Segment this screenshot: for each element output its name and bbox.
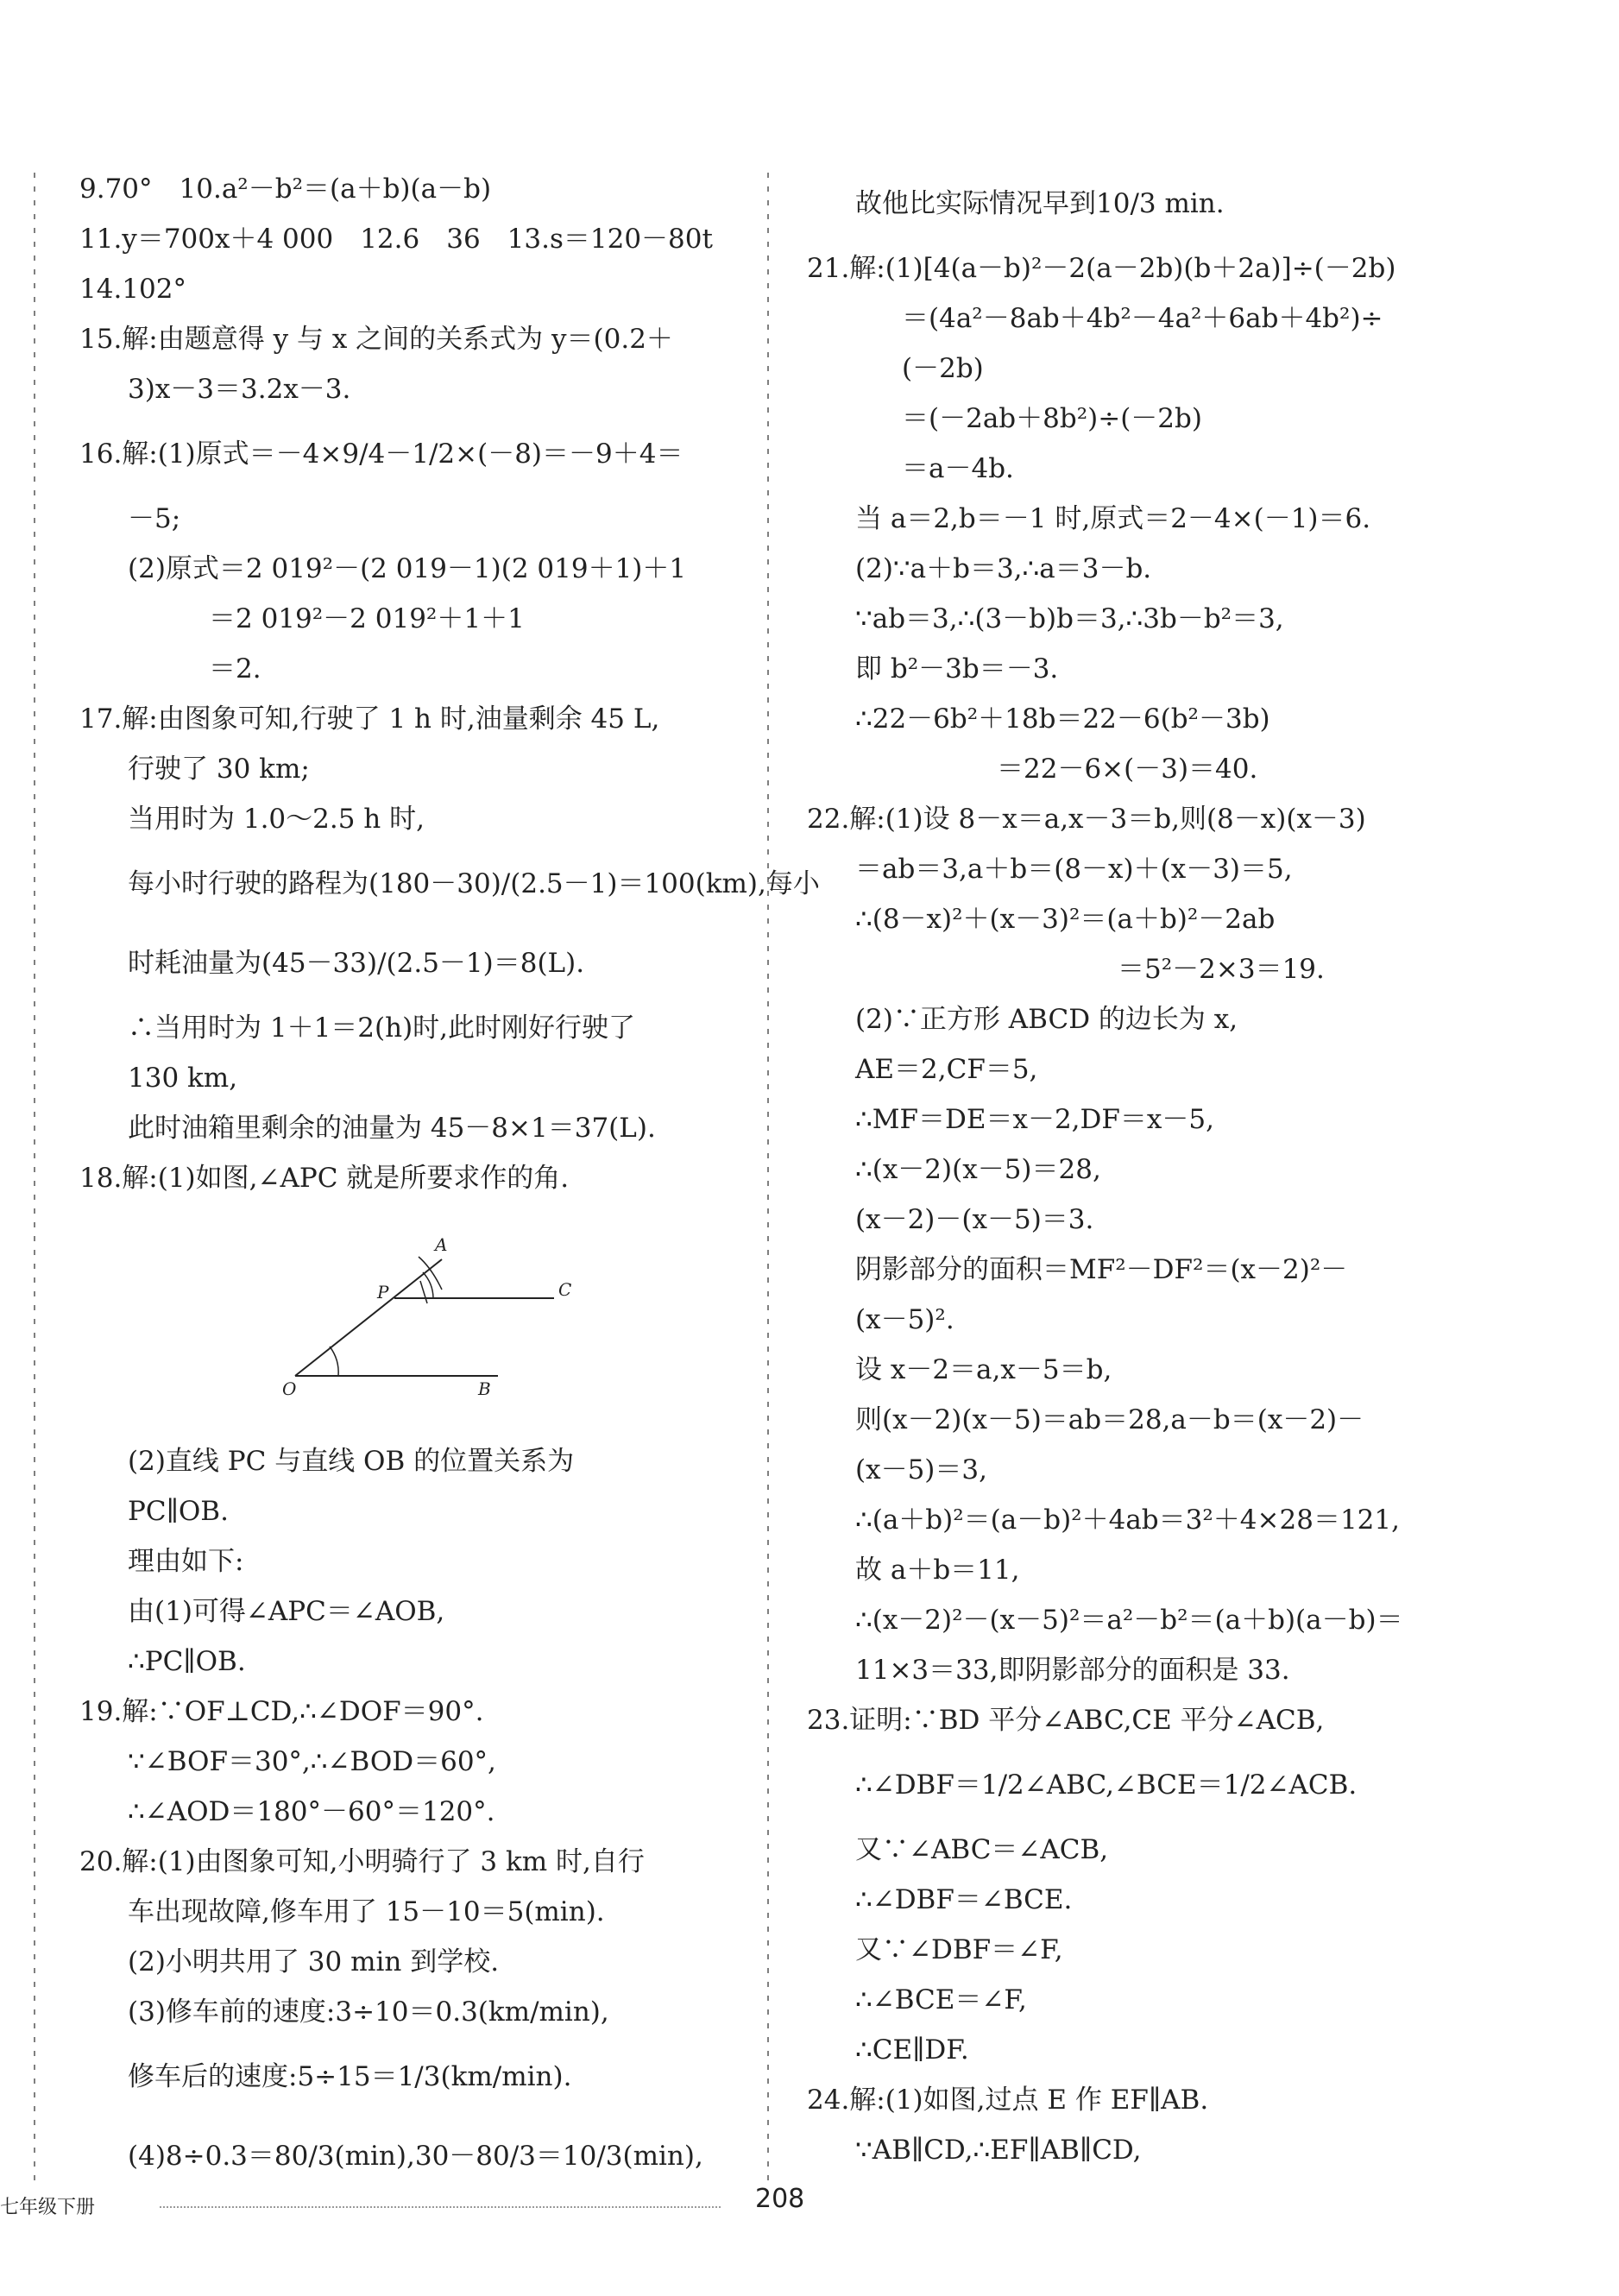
answer-line: PC∥OB. xyxy=(128,1496,229,1527)
answer-line: 18.解:(1)如图,∠APC 就是所要求作的角. xyxy=(79,1163,570,1194)
answer-line: (4)8÷0.3＝80/3(min),30－80/3＝10/3(min), xyxy=(128,2141,703,2172)
geometry-figure xyxy=(79,1203,735,1436)
answer-line: 每小时行驶的路程为(180－30)/(2.5－1)＝100(km),每小 xyxy=(128,868,820,899)
label-a: A xyxy=(435,1234,448,1255)
answer-line: 车出现故障,修车用了 15－10＝5(min). xyxy=(128,1896,605,1927)
answer-line: ＝2 019²－2 019²＋1＋1 xyxy=(209,603,525,634)
answer-line: 130 km, xyxy=(128,1063,238,1094)
answer-line: (2)∵正方形 ABCD 的边长为 x, xyxy=(855,1004,1238,1035)
answer-line: (2)直线 PC 与直线 OB 的位置关系为 xyxy=(128,1446,575,1477)
answer-line: 修车后的速度:5÷15＝1/3(km/min). xyxy=(128,2061,572,2092)
label-c: C xyxy=(558,1279,572,1300)
answer-line: 3)x－3＝3.2x－3. xyxy=(128,374,351,405)
answer-line: 又∵∠ABC＝∠ACB, xyxy=(855,1834,1109,1865)
answer-line: 又∵∠DBF＝∠F, xyxy=(855,1934,1063,1965)
book-label: 七年级下册 xyxy=(0,2197,96,2218)
answer-line: (x－5)². xyxy=(855,1304,954,1335)
answer-line: 阴影部分的面积＝MF²－DF²＝(x－2)²－ xyxy=(855,1254,1348,1285)
answer-line: 当 a＝2,b＝－1 时,原式＝2－4×(－1)＝6. xyxy=(855,503,1371,534)
answer-line: (－2b) xyxy=(902,353,984,384)
answer-line: ∴22－6b²＋18b＝22－6(b²－3b) xyxy=(855,703,1270,735)
answer-line: 11.y＝700x＋4 000 12.6 36 13.s＝120－80t xyxy=(79,224,713,255)
answer-line: 则(x－2)(x－5)＝ab＝28,a－b＝(x－2)－ xyxy=(855,1404,1364,1435)
page-number: 208 xyxy=(755,2184,805,2214)
answer-line: 由(1)可得∠APC＝∠AOB, xyxy=(128,1596,445,1627)
answer-line: (2)原式＝2 019²－(2 019－1)(2 019＋1)＋1 xyxy=(128,553,687,584)
answer-line: －5; xyxy=(128,503,181,534)
answer-line: ＝(4a²－8ab＋4b²－4a²＋6ab＋4b²)÷ xyxy=(902,303,1383,334)
answer-line: (3)修车前的速度:3÷10＝0.3(km/min), xyxy=(128,1996,609,2028)
answer-line: 16.解:(1)原式＝－4×9/4－1/2×(－8)＝－9＋4＝ xyxy=(79,438,684,470)
label-o: O xyxy=(282,1378,297,1399)
answer-line: ∴CE∥DF. xyxy=(855,2034,969,2066)
answer-line: 故他比实际情况早到10/3 min. xyxy=(855,188,1225,219)
answer-line: ∴∠BCE＝∠F, xyxy=(855,1984,1027,2015)
right-column xyxy=(807,164,1480,2175)
answer-line: ∵∠BOF＝30°,∴∠BOD＝60°, xyxy=(128,1746,496,1777)
answer-line: 23.证明:∵BD 平分∠ABC,CE 平分∠ACB, xyxy=(807,1705,1325,1736)
answer-line: 24.解:(1)如图,过点 E 作 EF∥AB. xyxy=(807,2085,1209,2116)
answer-line: ＝2. xyxy=(209,653,261,684)
answer-line: 故 a＋b＝11, xyxy=(855,1555,1020,1586)
construction-arc xyxy=(330,1347,338,1376)
ray-oa xyxy=(295,1259,442,1376)
answer-line: (x－2)－(x－5)＝3. xyxy=(855,1204,1094,1235)
answer-line: 设 x－2＝a,x－5＝b, xyxy=(855,1354,1112,1385)
answer-line: ∴(a＋b)²＝(a－b)²＋4ab＝3²＋4×28＝121, xyxy=(855,1504,1400,1536)
answer-line: ＝a－4b. xyxy=(902,453,1014,484)
answer-line: ∴∠DBF＝1/2∠ABC,∠BCE＝1/2∠ACB. xyxy=(855,1769,1358,1801)
cut-line-left xyxy=(26,173,43,2184)
answer-line: ∴PC∥OB. xyxy=(128,1646,246,1677)
answer-line: 行驶了 30 km; xyxy=(128,754,310,785)
answer-line: ∴MF＝DE＝x－2,DF＝x－5, xyxy=(855,1104,1214,1135)
label-p: P xyxy=(377,1282,389,1303)
answer-line: ∴(8－x)²＋(x－3)²＝(a＋b)²－2ab xyxy=(855,904,1276,935)
cut-line-middle xyxy=(759,173,777,2184)
answer-line: 15.解:由题意得 y 与 x 之间的关系式为 y＝(0.2＋ xyxy=(79,324,673,355)
answer-line: ∴(x－2)²－(x－5)²＝a²－b²＝(a＋b)(a－b)＝ xyxy=(855,1605,1403,1636)
answer-line: 时耗油量为(45－33)/(2.5－1)＝8(L). xyxy=(128,948,585,979)
answer-line: ∵ab＝3,∴(3－b)b＝3,∴3b－b²＝3, xyxy=(855,603,1284,634)
answer-line: 即 b²－3b＝－3. xyxy=(855,653,1059,684)
answer-line: 当用时为 1.0～2.5 h 时, xyxy=(128,804,425,835)
answer-line: ∴(x－2)(x－5)＝28, xyxy=(855,1154,1101,1185)
left-column xyxy=(79,164,820,2196)
answer-line: 21.解:(1)[4(a－b)²－2(a－2b)(b＋2a)]÷(－2b) xyxy=(807,253,1396,284)
answer-line: 理由如下: xyxy=(128,1546,244,1577)
answer-line: 14.102° xyxy=(79,274,186,305)
answer-line: ＝(－2ab＋8b²)÷(－2b) xyxy=(902,403,1202,434)
answer-line: ＝22－6×(－3)＝40. xyxy=(997,754,1258,785)
label-b: B xyxy=(478,1378,491,1399)
answer-line: 22.解:(1)设 8－x＝a,x－3＝b,则(8－x)(x－3) xyxy=(807,804,1366,835)
answer-line: (2)∵a＋b＝3,∴a＝3－b. xyxy=(855,553,1152,584)
answer-line: ∴∠DBF＝∠BCE. xyxy=(855,1884,1073,1915)
answer-line: ∴当用时为 1＋1＝2(h)时,此时刚好行驶了 xyxy=(128,1012,636,1044)
answer-line: (x－5)＝3, xyxy=(855,1454,987,1485)
answer-line: ∵AB∥CD,∴EF∥AB∥CD, xyxy=(855,2135,1142,2166)
footer-divider xyxy=(160,2206,721,2208)
answer-line: 20.解:(1)由图象可知,小明骑行了 3 km 时,自行 xyxy=(79,1846,645,1877)
answer-line: 11×3＝33,即阴影部分的面积是 33. xyxy=(855,1655,1290,1686)
construction-arc xyxy=(420,1281,427,1303)
answer-line: ＝ab＝3,a＋b＝(8－x)＋(x－3)＝5, xyxy=(855,854,1293,885)
answer-line: 此时油箱里剩余的油量为 45－8×1＝37(L). xyxy=(128,1113,656,1144)
answer-line: 9.70° 10.a²－b²＝(a＋b)(a－b) xyxy=(79,173,492,205)
answer-line: 17.解:由图象可知,行驶了 1 h 时,油量剩余 45 L, xyxy=(79,703,660,735)
answer-line: 19.解:∵OF⊥CD,∴∠DOF＝90°. xyxy=(79,1696,484,1727)
answer-line: ＝5²－2×3＝19. xyxy=(1118,954,1325,985)
answer-line: (2)小明共用了 30 min 到学校. xyxy=(128,1946,500,1977)
answer-line: AE＝2,CF＝5, xyxy=(855,1054,1038,1085)
answer-line: ∴∠AOD＝180°－60°＝120°. xyxy=(128,1796,495,1827)
